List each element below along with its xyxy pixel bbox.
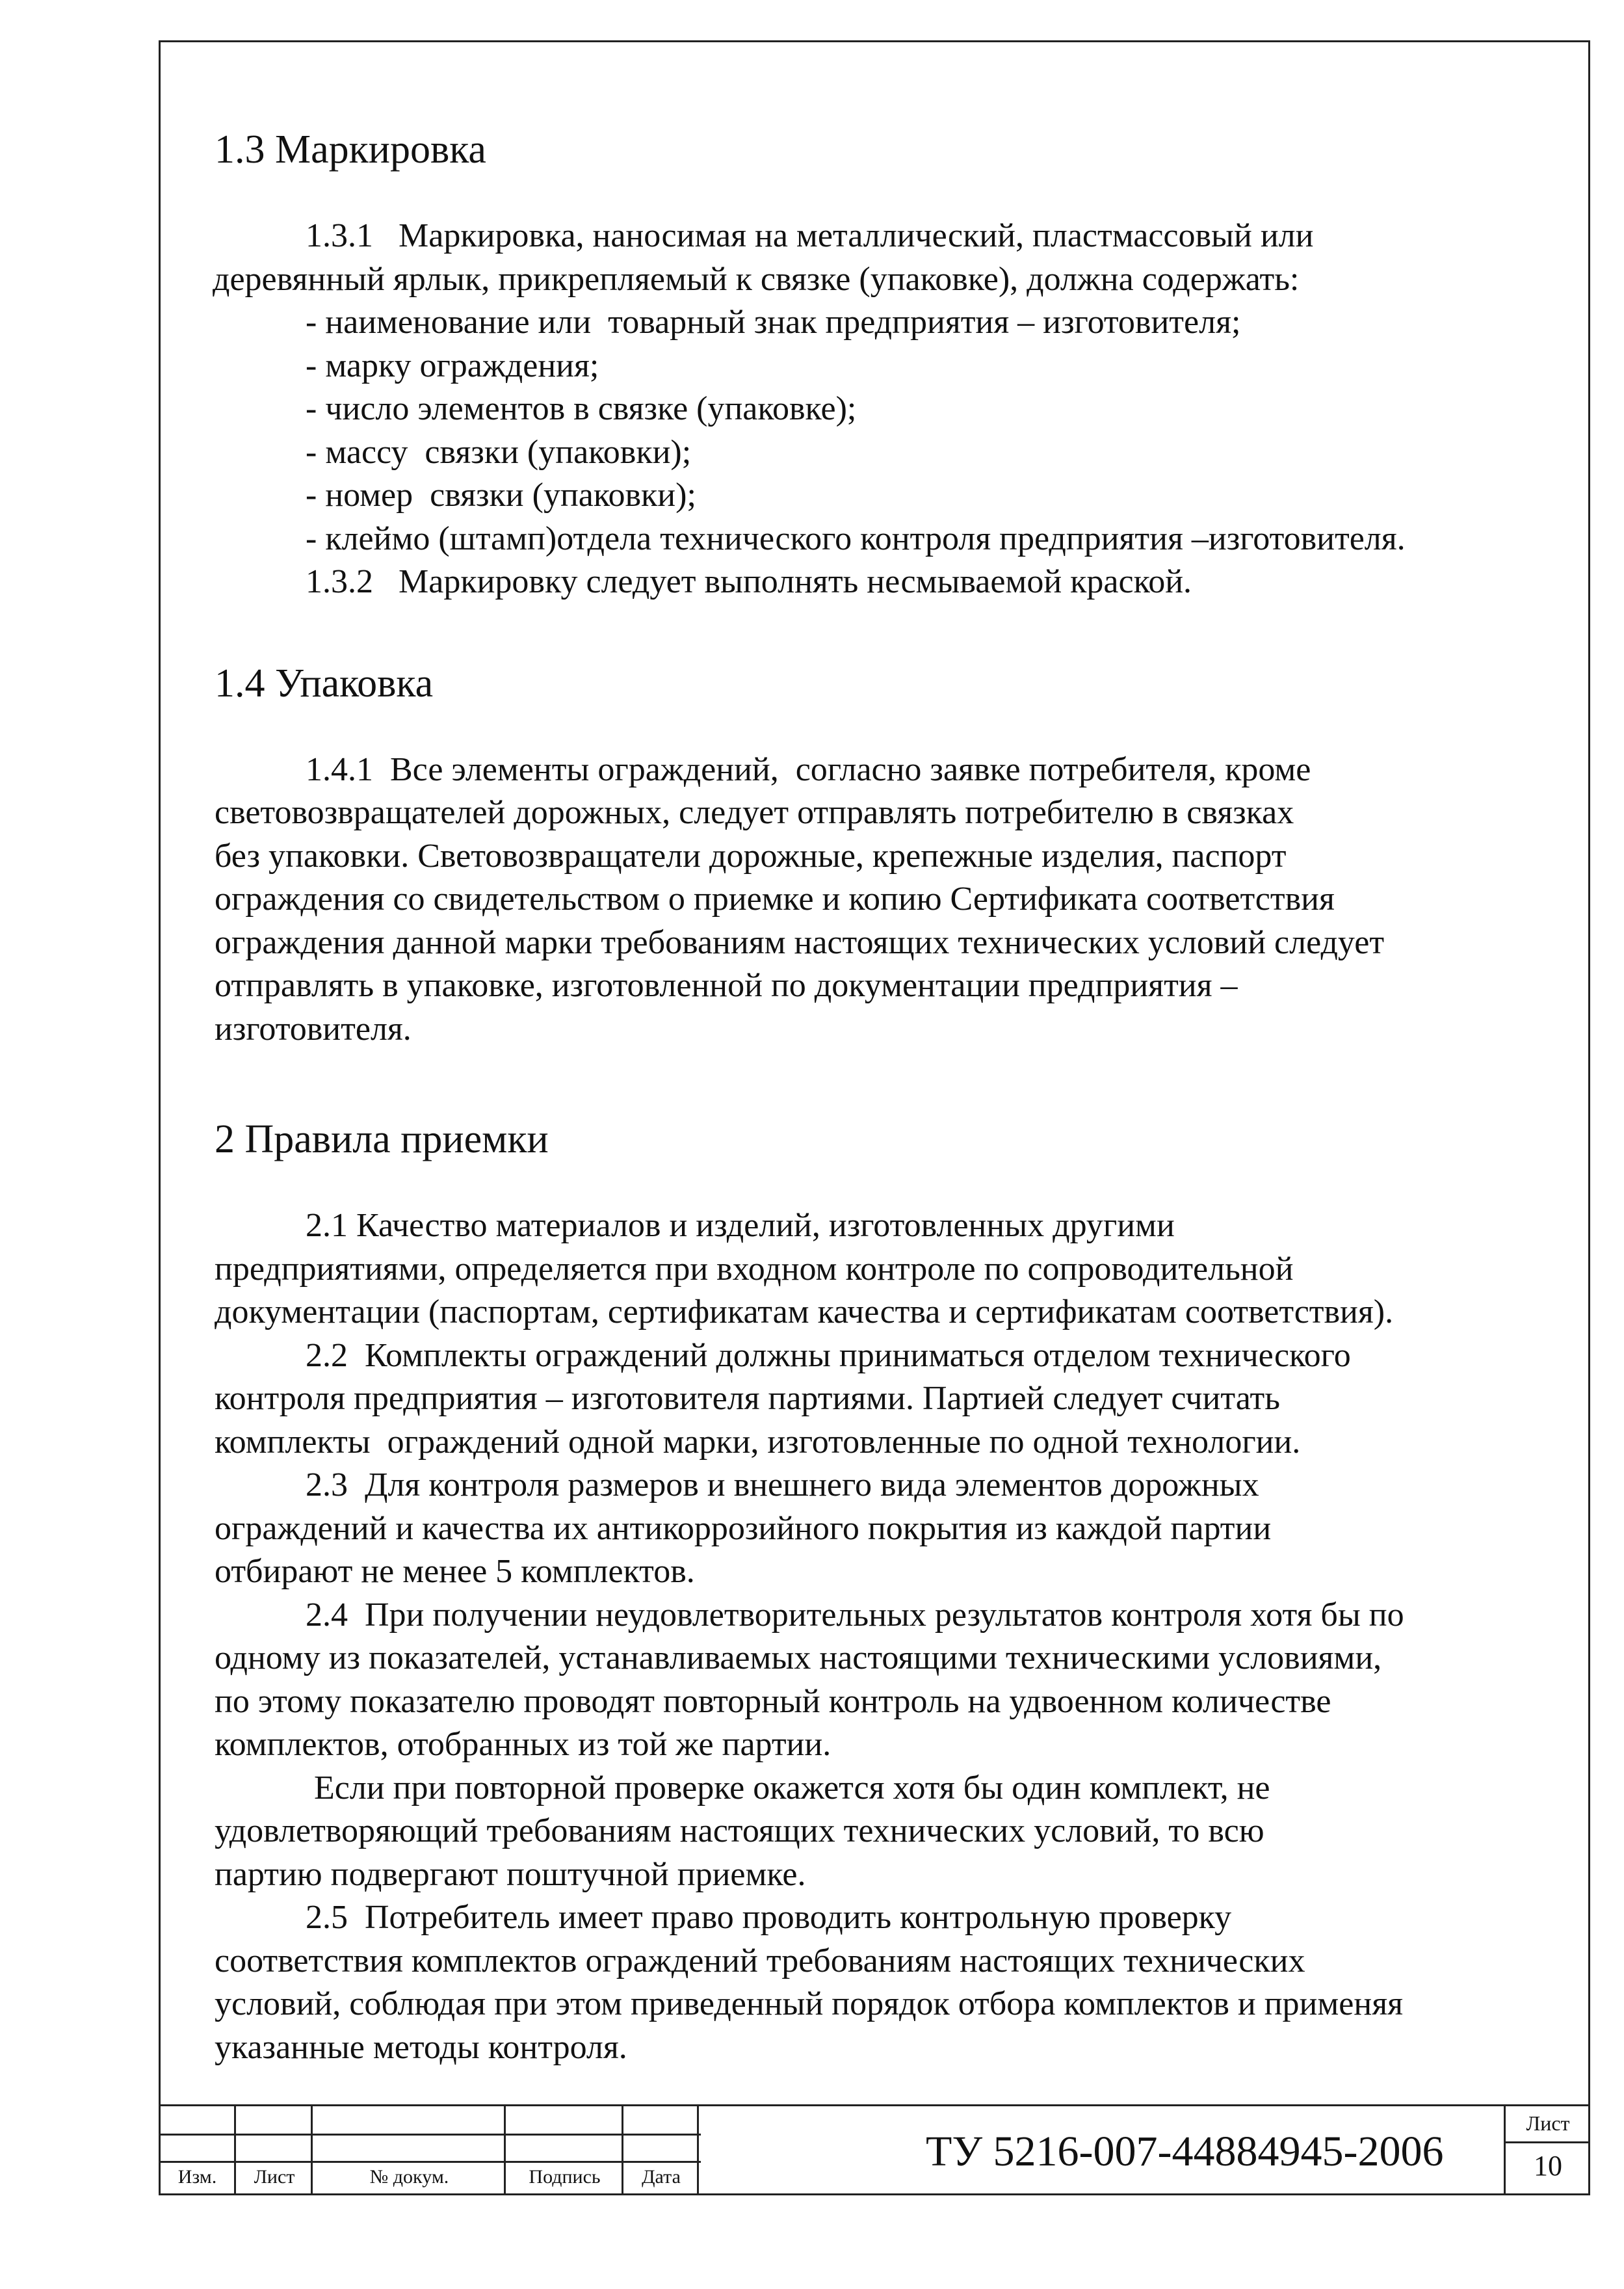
section-2-line: предприятиями, определяется при входном контроле по сопроводительной	[215, 1250, 1294, 1288]
paragraph-1-3-2: 1.3.2 Маркировку следует выполнять несмываемой краской.	[306, 563, 1192, 600]
list-item: - число элементов в связке (упаковке);	[306, 390, 857, 427]
section-2-line: удовлетворяющий требованиям настоящих технических условий, то всю	[215, 1812, 1264, 1849]
paragraph-1-3-1-line: 1.3.1 Маркировка, наносимая на металлический, пластмассовый или	[306, 217, 1314, 254]
list-item: - номер связки (упаковки);	[306, 477, 696, 514]
document-code: ТУ 5216-007-44884945-2006	[926, 2128, 1444, 2175]
label-sign: Подпись	[529, 2166, 601, 2188]
section-2-line: партию подвергают поштучной приемке.	[215, 1855, 806, 1893]
section-2-line: 2.5 Потребитель имеет право проводить контрольную проверку	[306, 1899, 1232, 1936]
section-2-line: соответствия комплектов ограждений требованиям настоящих технических	[215, 1942, 1305, 1979]
section-2-line: одному из показателей, устанавливаемых настоящими техническими условиями,	[215, 1639, 1382, 1676]
list-item: - массу связки (упаковки);	[306, 433, 692, 471]
section-heading-2: 2 Правила приемки	[215, 1117, 549, 1161]
label-list: Лист	[254, 2166, 295, 2188]
section-2-line: отбирают не менее 5 комплектов.	[215, 1553, 695, 1590]
section-2-line: контроля предприятия – изготовителя партиями. Партией следует считать	[215, 1380, 1280, 1417]
section-2-line: 2.2 Комплекты ограждений должны приниматься отделом технического	[306, 1336, 1351, 1374]
section-heading-1-3: 1.3 Маркировка	[215, 127, 486, 172]
section-2-line: комплектов, отобранных из той же партии.	[215, 1726, 832, 1763]
paragraph-1-4-1-line: без упаковки. Световозвращатели дорожные, крепежные изделия, паспорт	[215, 837, 1287, 875]
section-2-line: 2.1 Качество материалов и изделий, изготовленных другими	[306, 1207, 1175, 1244]
paragraph-1-4-1-line: изготовителя.	[215, 1010, 412, 1048]
section-2-line: документации (паспортам, сертификатам качества и сертификатам соответствия).	[215, 1293, 1394, 1330]
label-izm: Изм.	[177, 2166, 217, 2188]
title-block	[159, 2104, 1590, 2195]
section-2-line: условий, соблюдая при этом приведенный порядок отбора комплектов и применяя	[215, 1985, 1404, 2022]
section-2-line: по этому показателю проводят повторный контроль на удвоенном количестве	[215, 1682, 1331, 1720]
paragraph-1-4-1-line: световозвращателей дорожных, следует отправлять потребителю в связках	[215, 794, 1294, 831]
sheet-number: 10	[1534, 2150, 1562, 2182]
document-body	[215, 124, 1573, 2069]
list-item: - наименование или товарный знак предприятия – изготовителя;	[306, 304, 1241, 341]
paragraph-1-3-1-line: деревянный ярлык, прикрепляемый к связке (упаковке), должна содержать:	[213, 260, 1300, 298]
paragraph-1-4-1-line: ограждения данной марки требованиям настоящих технических условий следует	[215, 923, 1385, 961]
section-2-line: комплекты ограждений одной марки, изготовленные по одной технологии.	[215, 1423, 1301, 1461]
paragraph-1-4-1-line: отправлять в упаковке, изготовленной по документации предприятия –	[215, 967, 1238, 1004]
list-item: - клеймо (штамп)отдела технического контроля предприятия –изготовителя.	[306, 520, 1406, 557]
section-2-line: ограждений и качества их антикоррозийного покрытия из каждой партии	[215, 1509, 1272, 1547]
section-2-line: 2.3 Для контроля размеров и внешнего вида элементов дорожных	[306, 1466, 1259, 1503]
section-2-line: Если при повторной проверке окажется хотя бы один комплект, не	[306, 1769, 1270, 1806]
paragraph-1-4-1-line: ограждения со свидетельством о приемке и копию Сертификата соответствия	[215, 880, 1335, 918]
sheet-label: Лист	[1526, 2111, 1570, 2135]
paragraph-1-4-1-line: 1.4.1 Все элементы ограждений, согласно заявке потребителя, кроме	[306, 750, 1311, 788]
section-2-body	[215, 1204, 1573, 2069]
section-heading-1-4: 1.4 Упаковка	[215, 661, 434, 706]
label-doc-no: № докум.	[369, 2166, 449, 2188]
list-item: - марку ограждения;	[306, 347, 599, 384]
section-2-line: указанные методы контроля.	[215, 2028, 627, 2066]
section-2-line: 2.4 При получении неудовлетворительных результатов контроля хотя бы по	[306, 1596, 1404, 1634]
label-date: Дата	[642, 2166, 681, 2188]
